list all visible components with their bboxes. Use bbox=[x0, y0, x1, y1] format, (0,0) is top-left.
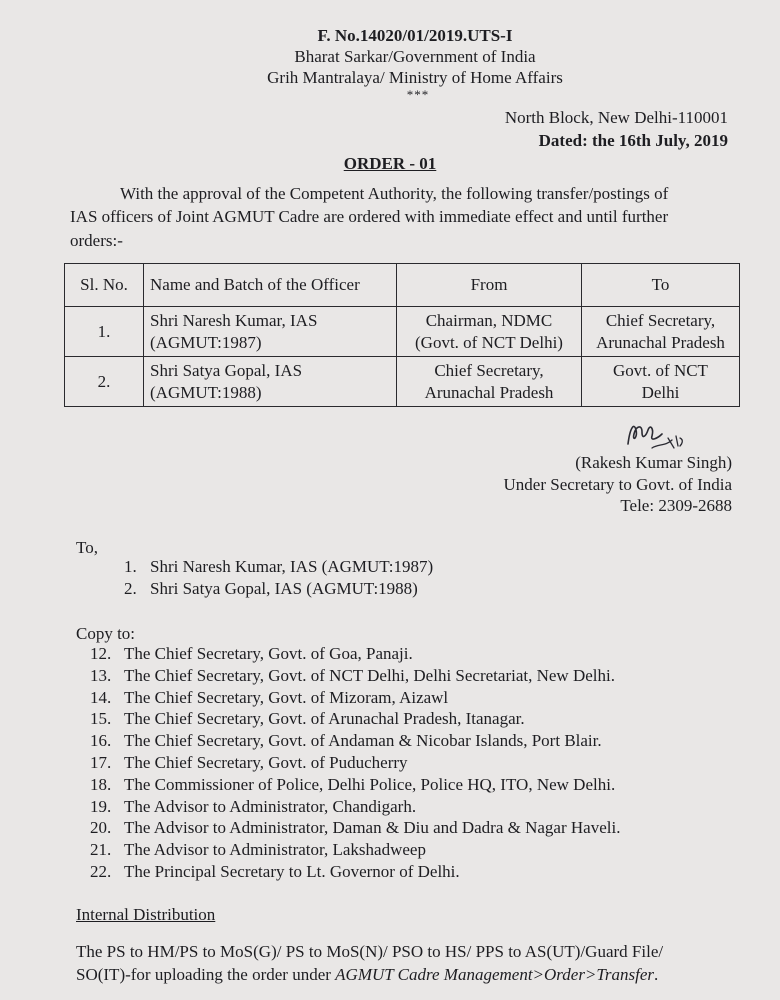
intro-line-3: orders:- bbox=[70, 231, 123, 250]
date-line: Dated: the 16th July, 2019 bbox=[538, 131, 728, 150]
portal-path: AGMUT Cadre Management>Order>Transfer bbox=[335, 965, 655, 984]
list-text: The Chief Secretary, Govt. of Puducherry bbox=[124, 752, 408, 772]
list-item bbox=[90, 730, 620, 752]
list-text: Shri Naresh Kumar, IAS (AGMUT:1987) bbox=[150, 557, 434, 576]
copy-to-label: Copy to: bbox=[76, 624, 136, 643]
list-number: 17. bbox=[90, 752, 112, 772]
from-line-2: (Govt. of NCT Delhi) bbox=[415, 332, 563, 352]
list-item bbox=[90, 752, 620, 774]
order-title: ORDER - 01 bbox=[343, 154, 437, 173]
to-line-1: Govt. of NCT bbox=[613, 360, 708, 380]
cell-sl: 1. bbox=[65, 307, 144, 357]
cell-name bbox=[144, 307, 397, 357]
list-number: 18. bbox=[90, 774, 112, 794]
government-name: Bharat Sarkar/Government of India bbox=[294, 47, 536, 66]
table-row bbox=[65, 307, 740, 357]
from-line-1: Chairman, NDMC bbox=[425, 310, 553, 330]
list-text: The Commissioner of Police, Delhi Police, Police HQ, ITO, New Delhi. bbox=[124, 774, 616, 794]
list-item bbox=[90, 687, 620, 709]
cell-from bbox=[397, 307, 582, 357]
place-line: North Block, New Delhi-110001 bbox=[504, 108, 728, 127]
internal-distribution-line-1: The PS to HM/PS to MoS(G)/ PS to MoS(N)/ PSO to HS/ PPS to AS(UT)/Guard File/ bbox=[76, 942, 664, 961]
list-number: 15. bbox=[90, 709, 112, 729]
to-line-1: Chief Secretary, bbox=[605, 310, 716, 330]
signatory-designation: Under Secretary to Govt. of India bbox=[503, 475, 732, 494]
officer-name: Shri Satya Gopal, IAS bbox=[150, 360, 303, 380]
from-line-2: Arunachal Pradesh bbox=[424, 382, 554, 402]
table-header-row bbox=[65, 264, 740, 307]
list-item bbox=[90, 774, 620, 796]
file-number: F. No.14020/01/2019.UTS-I bbox=[317, 26, 513, 45]
ministry-name: Grih Mantralaya/ Ministry of Home Affairs bbox=[267, 68, 563, 87]
list-number: 20. bbox=[90, 818, 112, 838]
internal-line-2-suffix: . bbox=[654, 965, 659, 984]
signatory-telephone: Tele: 2309-2688 bbox=[620, 496, 732, 515]
header-to: To bbox=[582, 264, 740, 307]
list-text: The Chief Secretary, Govt. of NCT Delhi, Delhi Secretariat, New Delhi. bbox=[124, 665, 615, 685]
list-item bbox=[90, 796, 620, 818]
list-text: The Advisor to Administrator, Lakshadweep bbox=[124, 840, 426, 860]
list-number: 2. bbox=[124, 579, 137, 598]
list-number: 16. bbox=[90, 731, 112, 751]
header-from: From bbox=[397, 264, 582, 307]
list-item bbox=[90, 817, 620, 839]
to-line-2: Arunachal Pradesh bbox=[596, 332, 725, 352]
list-number: 21. bbox=[90, 840, 112, 860]
cell-sl: 2. bbox=[65, 357, 144, 407]
officer-batch: (AGMUT:1988) bbox=[150, 382, 262, 402]
list-number: 22. bbox=[90, 861, 112, 881]
copy-to-list bbox=[90, 643, 620, 883]
list-item bbox=[90, 861, 620, 883]
intro-line-1: With the approval of the Competent Authority, the following transfer/postings of bbox=[120, 184, 669, 203]
list-text: Shri Satya Gopal, IAS (AGMUT:1988) bbox=[150, 579, 418, 598]
list-text: The Chief Secretary, Govt. of Andaman & Nicobar Islands, Port Blair. bbox=[124, 731, 602, 751]
header-name: Name and Batch of the Officer bbox=[144, 264, 397, 307]
list-item bbox=[90, 708, 620, 730]
officer-name: Shri Naresh Kumar, IAS bbox=[150, 310, 318, 330]
transfer-table bbox=[64, 263, 740, 407]
list-number: 13. bbox=[90, 665, 112, 685]
internal-distribution-label: Internal Distribution bbox=[76, 905, 216, 924]
list-text: The Principal Secretary to Lt. Governor of Delhi. bbox=[124, 861, 460, 881]
header-sl-no: Sl. No. bbox=[65, 264, 144, 307]
separator-stars: *** bbox=[406, 87, 430, 102]
list-item bbox=[124, 556, 433, 578]
cell-to bbox=[582, 357, 740, 407]
officer-batch: (AGMUT:1987) bbox=[150, 332, 262, 352]
list-number: 1. bbox=[124, 557, 137, 576]
internal-distribution-line-2 bbox=[76, 965, 658, 985]
to-label: To, bbox=[76, 538, 98, 557]
list-text: The Advisor to Administrator, Chandigarh. bbox=[124, 796, 417, 816]
list-number: 14. bbox=[90, 687, 112, 707]
list-text: The Chief Secretary, Govt. of Mizoram, Aizawl bbox=[124, 687, 449, 707]
intro-line-2: IAS officers of Joint AGMUT Cadre are ordered with immediate effect and until further bbox=[70, 207, 669, 226]
cell-name bbox=[144, 357, 397, 407]
to-line-2: Delhi bbox=[641, 382, 680, 402]
handwritten-signature bbox=[622, 418, 686, 452]
list-item bbox=[124, 578, 433, 600]
list-text: The Chief Secretary, Govt. of Arunachal Pradesh, Itanagar. bbox=[124, 709, 525, 729]
list-item bbox=[90, 643, 620, 665]
table-row bbox=[65, 357, 740, 407]
list-number: 19. bbox=[90, 796, 112, 816]
list-number: 12. bbox=[90, 644, 112, 663]
list-item bbox=[90, 839, 620, 861]
signatory-name: (Rakesh Kumar Singh) bbox=[575, 453, 732, 472]
cell-to bbox=[582, 307, 740, 357]
list-text: The Chief Secretary, Govt. of Goa, Panaji. bbox=[124, 644, 413, 663]
list-item bbox=[90, 665, 620, 687]
internal-line-2-prefix: SO(IT)-for uploading the order under bbox=[76, 965, 336, 984]
from-line-1: Chief Secretary, bbox=[434, 360, 544, 380]
to-list bbox=[124, 556, 433, 600]
cell-from bbox=[397, 357, 582, 407]
list-text: The Advisor to Administrator, Daman & Diu and Dadra & Nagar Haveli. bbox=[124, 818, 621, 838]
